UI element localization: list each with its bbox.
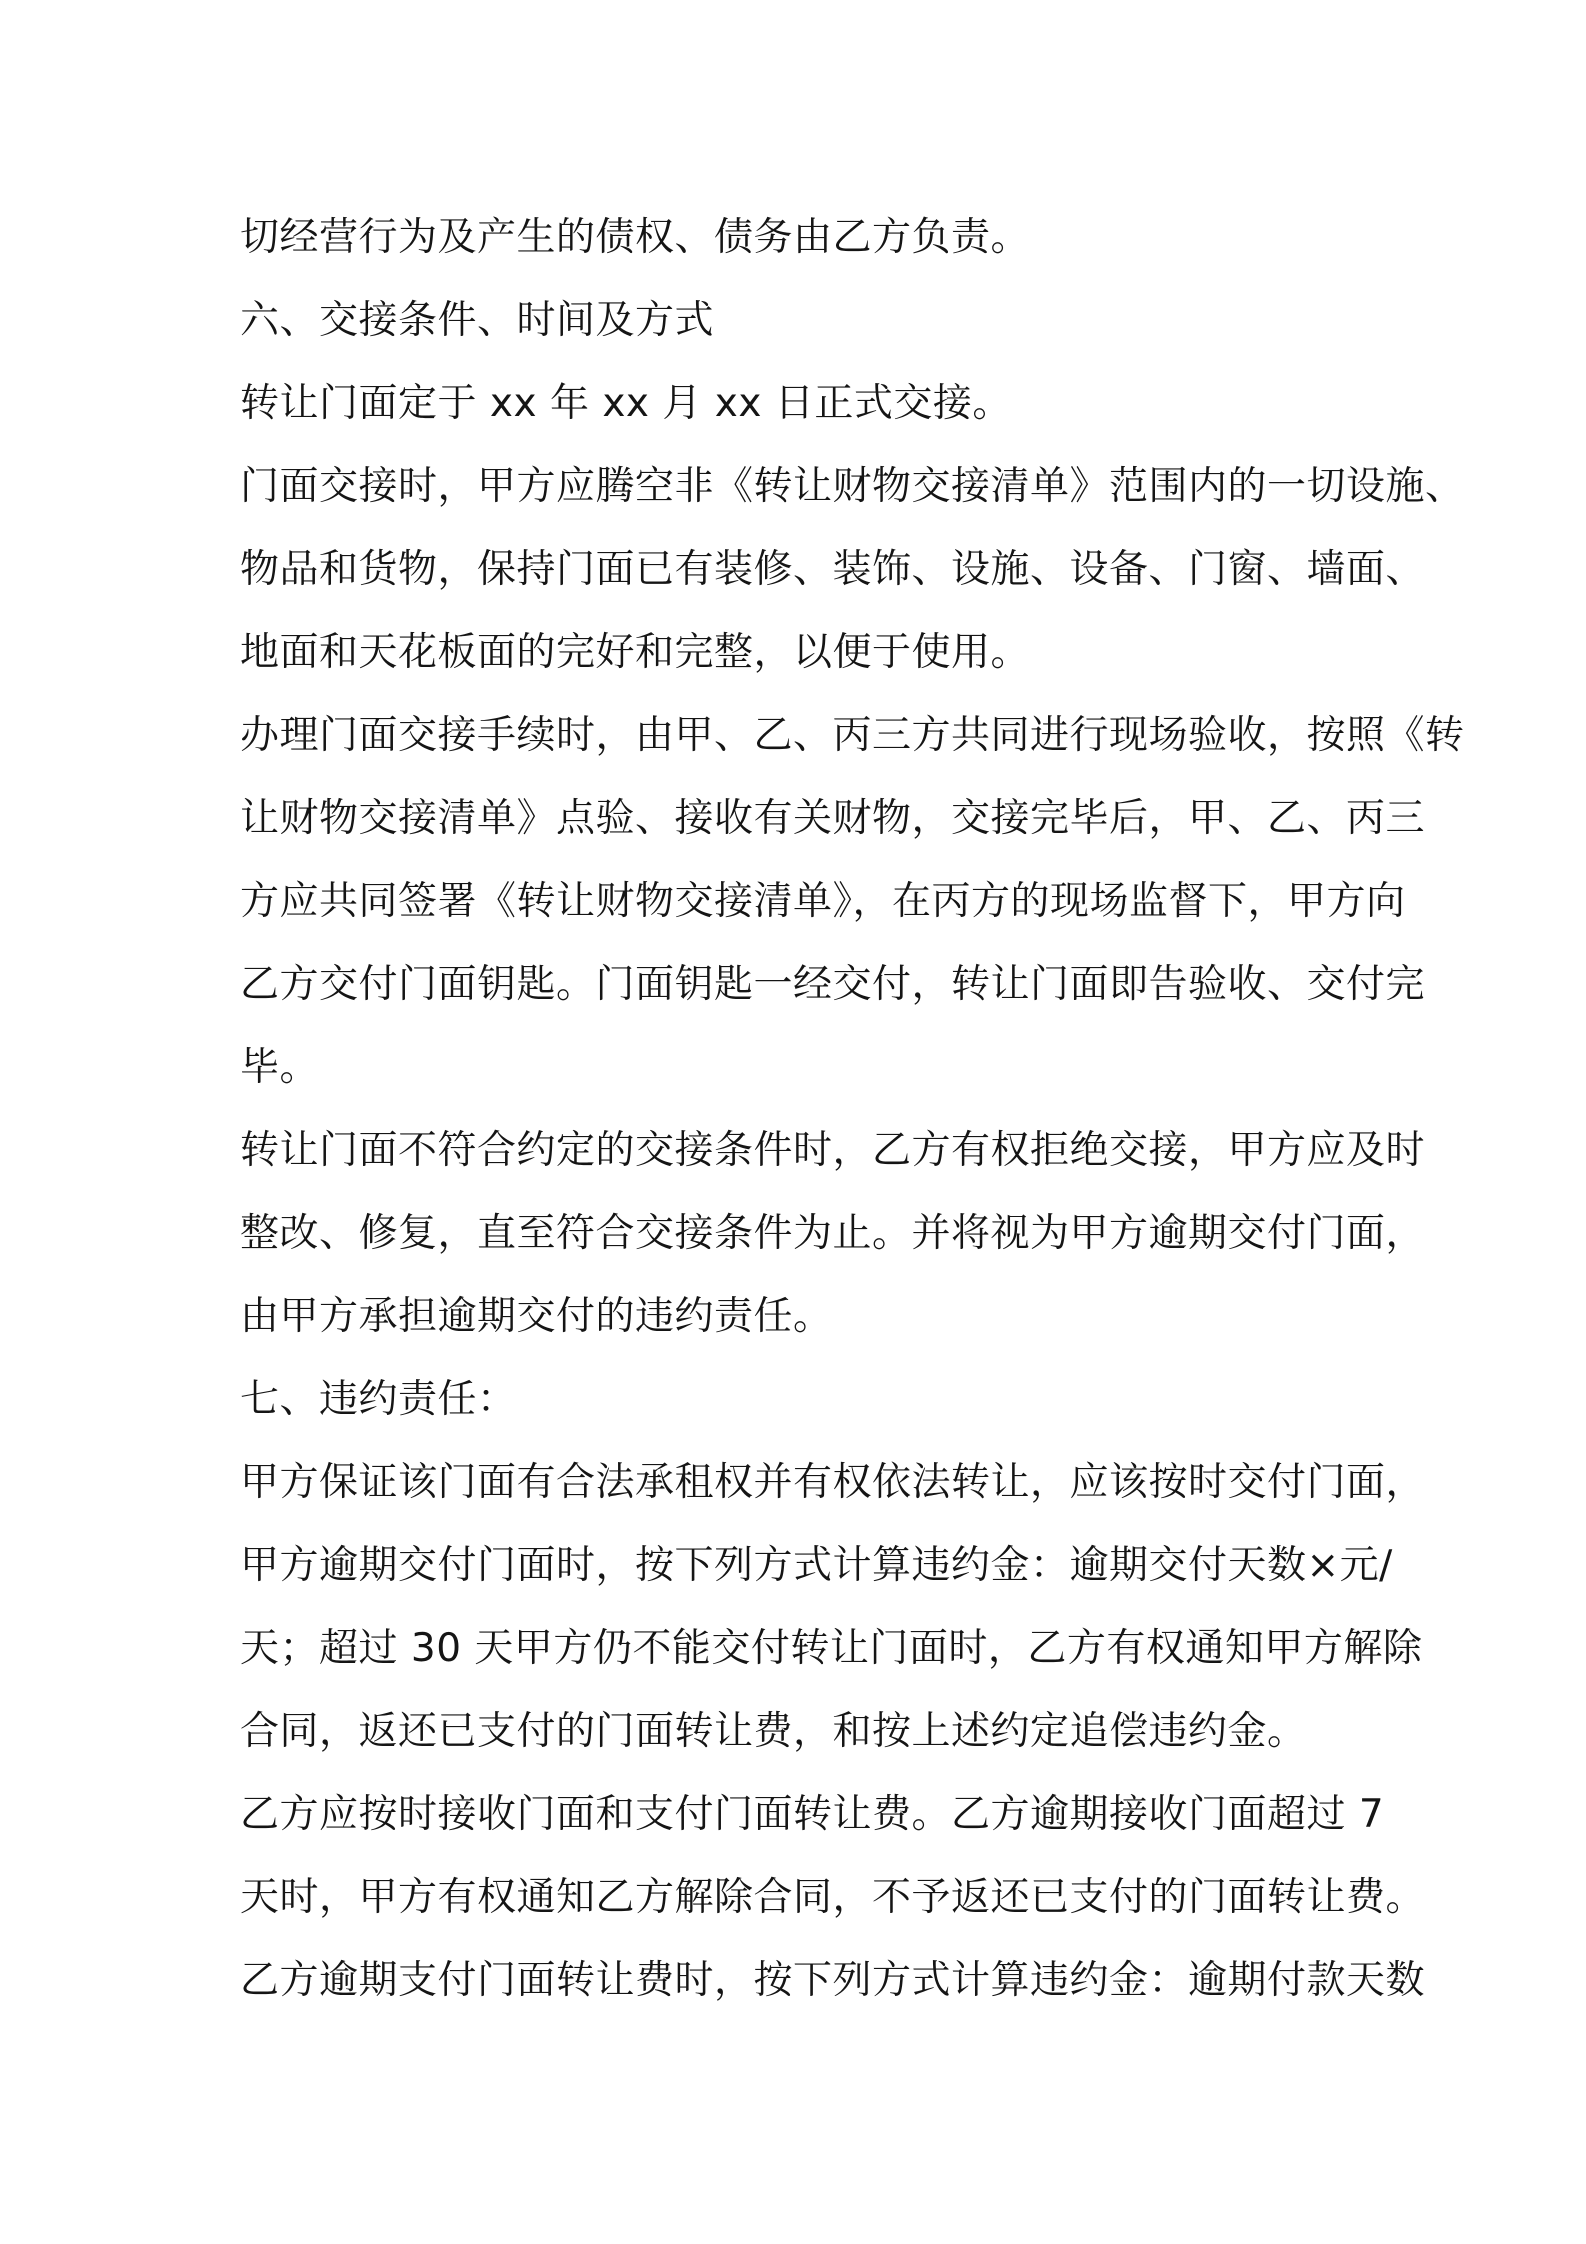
text-line: 方应共同签署《转让财物交接清单》，在丙方的现场监督下，甲方向	[240, 879, 1406, 924]
text-line: 由甲方承担逾期交付的违约责任。	[240, 1294, 833, 1339]
text-line: 合同，返还已支付的门面转让费，和按上述约定追偿违约金。	[240, 1709, 1307, 1754]
text-line: 转让门面定于 xx 年 xx 月 xx 日正式交接。	[240, 381, 1012, 426]
text-line: 乙方应按时接收门面和支付门面转让费。乙方逾期接收门面超过 7	[240, 1792, 1385, 1837]
text-line: 甲方保证该门面有合法承租权并有权依法转让，应该按时交付门面，	[240, 1460, 1426, 1505]
text-line: 整改、修复，直至符合交接条件为止。并将视为甲方逾期交付门面，	[240, 1211, 1426, 1256]
text-line: 办理门面交接手续时，由甲、乙、丙三方共同进行现场验收，按照《转	[240, 713, 1465, 758]
text-line: 乙方逾期支付门面转让费时，按下列方式计算违约金：逾期付款天数	[240, 1958, 1426, 2003]
document-body	[240, 196, 1465, 2022]
section-heading-7: 七、违约责任：	[240, 1377, 517, 1422]
text-line: 毕。	[240, 1045, 320, 1090]
text-line: 物品和货物，保持门面已有装修、装饰、设施、设备、门窗、墙面、	[240, 547, 1426, 592]
text-line: 天；超过 30 天甲方仍不能交付转让门面时，乙方有权通知甲方解除	[240, 1626, 1423, 1671]
text-line: 门面交接时，甲方应腾空非《转让财物交接清单》范围内的一切设施、	[240, 464, 1465, 509]
text-line: 乙方交付门面钥匙。门面钥匙一经交付，转让门面即告验收、交付完	[240, 962, 1426, 1007]
text-line: 转让门面不符合约定的交接条件时，乙方有权拒绝交接，甲方应及时	[240, 1128, 1426, 1173]
text-line: 地面和天花板面的完好和完整，以便于使用。	[240, 630, 1031, 675]
text-line: 让财物交接清单》点验、接收有关财物，交接完毕后，甲、乙、丙三	[240, 796, 1426, 841]
text-line: 甲方逾期交付门面时，按下列方式计算违约金：逾期交付天数×元/	[240, 1543, 1393, 1588]
text-line: 切经营行为及产生的债权、债务由乙方负责。	[240, 215, 1031, 260]
section-heading-6: 六、交接条件、时间及方式	[240, 298, 715, 343]
text-line: 天时，甲方有权通知乙方解除合同，不予返还已支付的门面转让费。	[240, 1875, 1426, 1920]
